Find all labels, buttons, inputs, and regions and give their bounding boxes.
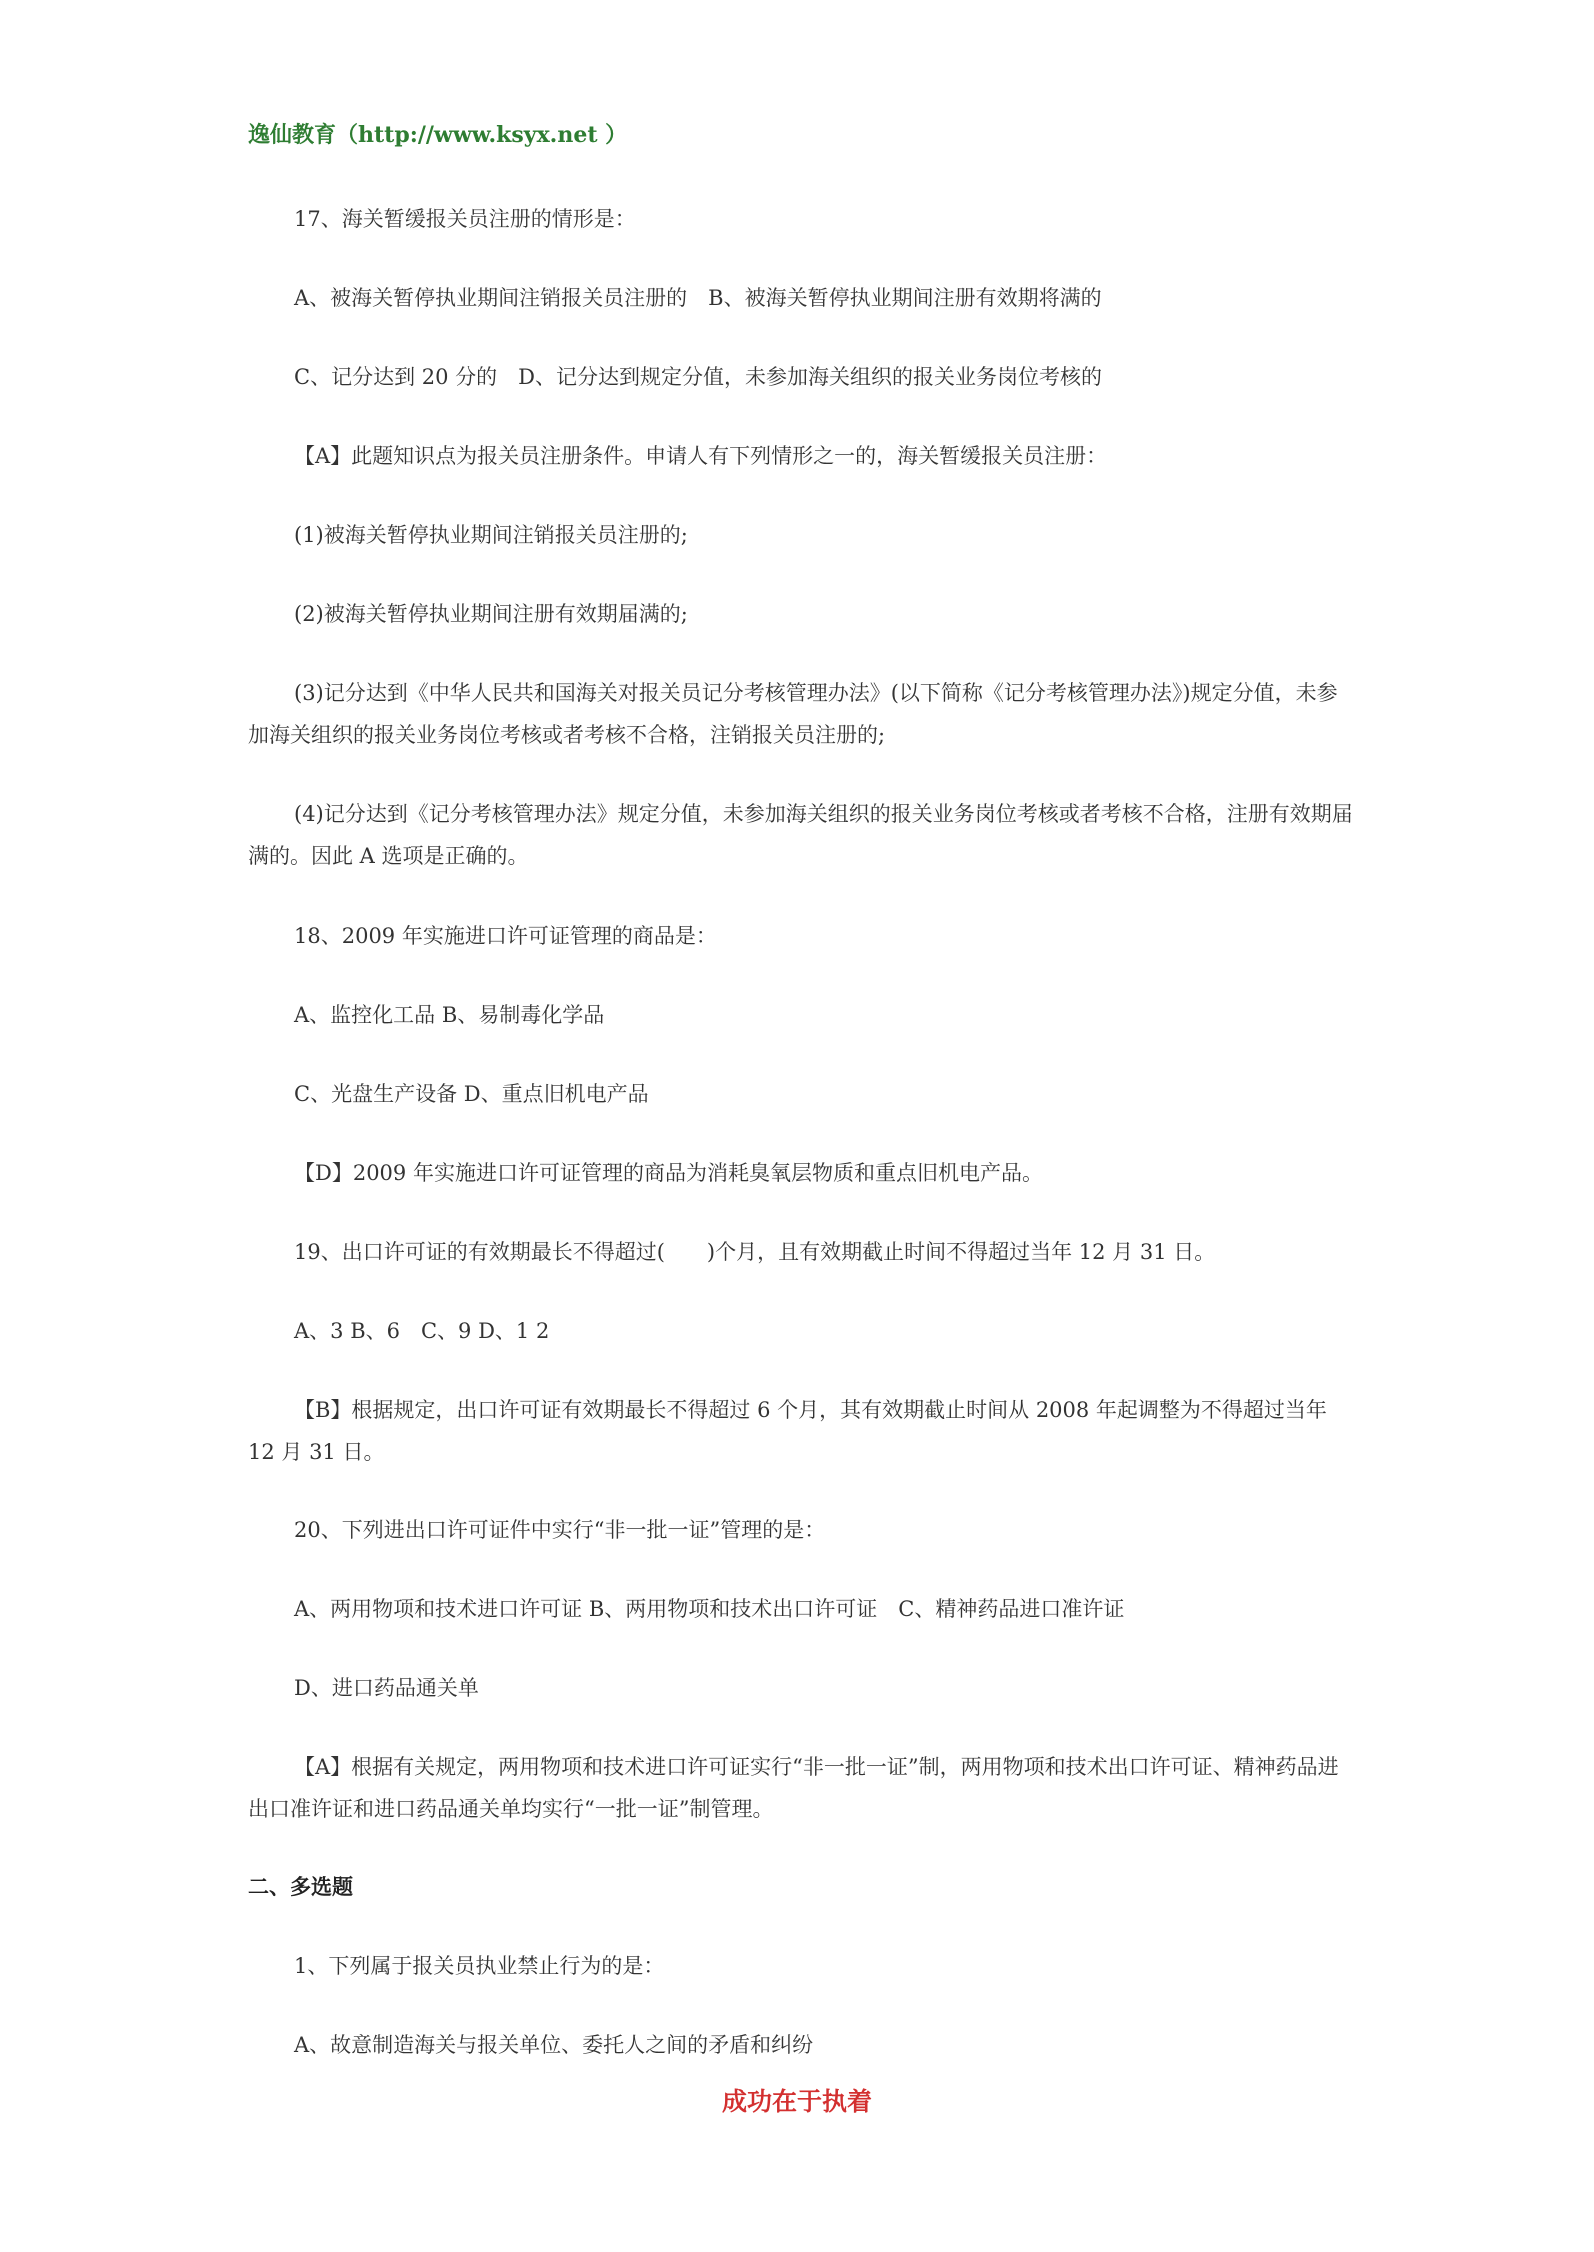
q17-item-2: (2)被海关暂停执业期间注册有效期届满的; xyxy=(294,602,688,626)
q20-question: 20、下列进出口许可证件中实行“非一批一证”管理的是： xyxy=(294,1518,826,1542)
q20-answer: 【A】根据有关规定，两用物项和技术进口许可证实行“非一批一证”制，两用物项和技术出口许可证、精神药品进出口准许证和进口药品通关单均实行“一批一证”制管理。 xyxy=(248,1755,1339,1821)
q19-options: A、3 B、6 C、9 D、1 2 xyxy=(294,1319,550,1343)
q17-answer-intro: 【A】此题知识点为报关员注册条件。申请人有下列情形之一的，海关暂缓报关员注册： xyxy=(294,444,1108,468)
q17-item-4: (4)记分达到《记分考核管理办法》规定分值，未参加海关组织的报关业务岗位考核或者考核不合格，注册有效期届满的。因此 A 选项是正确的。 xyxy=(248,802,1353,868)
q18-question: 18、2009 年实施进口许可证管理的商品是： xyxy=(294,924,717,948)
q19-answer: 【B】根据规定，出口许可证有效期最长不得超过 6 个月，其有效期截止时间从 2008 年起调整为不得超过当年 12 月 31 日。 xyxy=(248,1398,1327,1464)
q18-options-cd: C、光盘生产设备 D、重点旧机电产品 xyxy=(294,1082,649,1106)
section-title: 二、多选题 xyxy=(248,1874,353,1899)
q17-question: 17、海关暂缓报关员注册的情形是： xyxy=(294,207,636,231)
q20-options-d: D、进口药品通关单 xyxy=(294,1676,479,1700)
q17-options-ab: A、被海关暂停执业期间注销报关员注册的 B、被海关暂停执业期间注册有效期将满的 xyxy=(294,286,1102,310)
q18-options-ab: A、监控化工品 B、易制毒化学品 xyxy=(294,1003,605,1027)
q17-options-cd: C、记分达到 20 分的 D、记分达到规定分值，未参加海关组织的报关业务岗位考核的 xyxy=(294,365,1102,389)
q17-item-3: (3)记分达到《中华人民共和国海关对报关员记分考核管理办法》(以下简称《记分考核管理办法》)规定分值，未参加海关组织的报关业务岗位考核或者考核不合格，注销报关员注册的; xyxy=(248,681,1338,747)
header-title: 逸仙教育（http://www.ksyx.net ） xyxy=(248,122,628,148)
q17-item-1: (1)被海关暂停执业期间注销报关员注册的; xyxy=(294,523,688,547)
q20-options-abc: A、两用物项和技术进口许可证 B、两用物项和技术出口许可证 C、精神药品进口准许证 xyxy=(294,1597,1125,1621)
q19-question: 19、出口许可证的有效期最长不得超过( )个月，且有效期截止时间不得超过当年 12 月 31 日。 xyxy=(294,1240,1216,1264)
multi-q1-option-a: A、故意制造海关与报关单位、委托人之间的矛盾和纠纷 xyxy=(294,2033,814,2057)
q18-answer: 【D】2009 年实施进口许可证管理的商品为消耗臭氧层物质和重点旧机电产品。 xyxy=(294,1161,1043,1185)
multi-q1-question: 1、下列属于报关员执业禁止行为的是： xyxy=(294,1954,665,1978)
footer-slogan: 成功在于执着 xyxy=(721,2087,872,2116)
